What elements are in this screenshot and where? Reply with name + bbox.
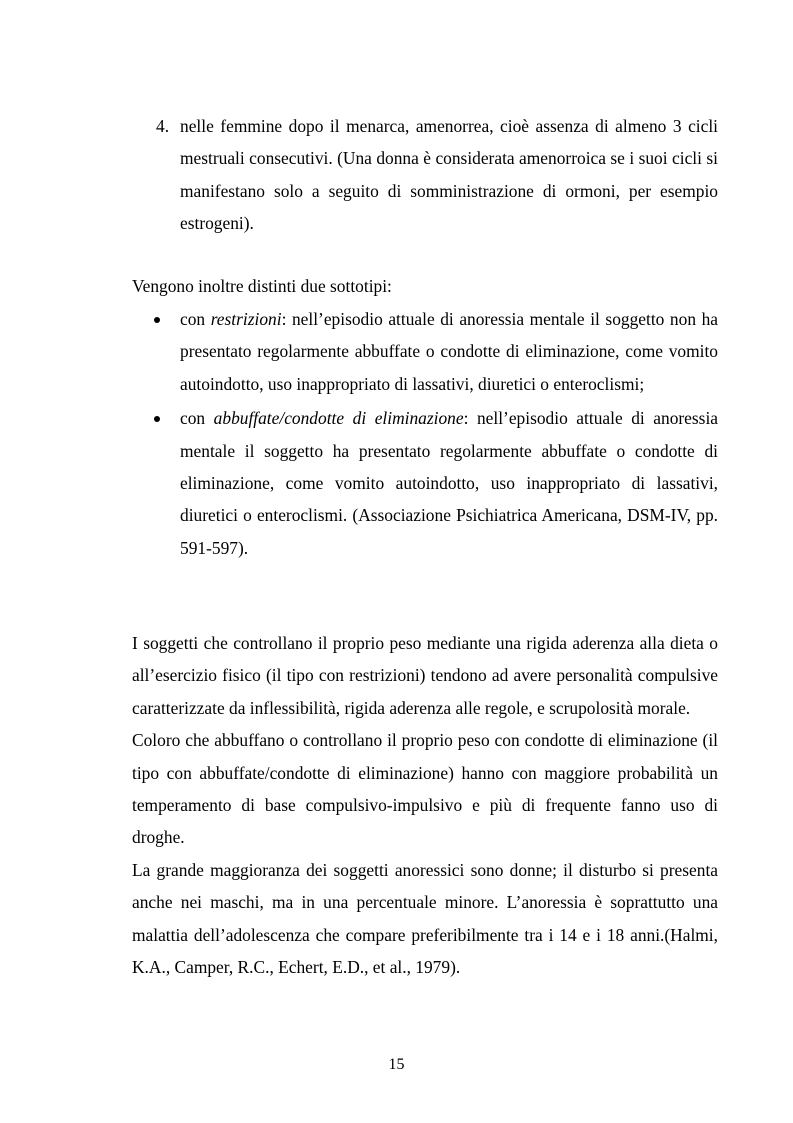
bullet-prefix: con — [180, 309, 211, 329]
bullet-text: : nell’episodio attuale di anoressia mentale il soggetto non ha presentato regolarmente abbuffate o condotte di eliminazione, come vomito autoindotto, uso inappropriato di lassativi, diuretici o enteroclismi; — [180, 309, 718, 394]
paragraph: La grande maggioranza dei soggetti anoressici sono donne; il disturbo si presenta anche nei maschi, ma in una percentuale minore. L’anoressia è soprattutto una malattia dell’adolescenza che compare preferibilmente tra i 14 e i 18 anni.(Halmi, K.A., Camper, R.C., Echert, E.D., et al., 1979). — [132, 859, 718, 978]
bullet-dot-icon — [154, 416, 160, 422]
paragraph: Coloro che abbuffano o controllano il proprio peso con condotte di eliminazione (il tipo con abbuffate/condotte di eliminazione) hanno con maggiore probabilità un temperamento di base compulsivo-impulsivo e più di frequente fanno uso di droghe. — [132, 730, 718, 848]
bullet-list — [132, 303, 718, 566]
bullet-item — [132, 402, 718, 564]
body-paragraphs — [132, 627, 718, 983]
bullet-term: abbuffate/condotte di eliminazione — [213, 408, 464, 429]
bullet-dot-icon — [154, 317, 160, 323]
bullet-prefix: con — [180, 408, 214, 429]
bullet-item — [132, 303, 718, 400]
paragraph: I soggetti che controllano il proprio peso mediante una rigida aderenza alla dieta o all’esercizio fisico (il tipo con restrizioni) tendono ad avere personalità compulsive caratterizzate da inflessibilità, rigida aderenza alle regole, e scrupolosità morale. — [132, 633, 718, 718]
numbered-item — [132, 110, 718, 240]
numbered-item-text: nelle femmine dopo il menarca, amenorrea, cioè assenza di almeno 3 cicli mestruali consecutivi. (Una donna è considerata amenorroica se i suoi cicli si manifestano solo a seguito di somministrazione di ormoni, per esempio estrogeni). — [180, 116, 718, 234]
bullet-term: restrizioni — [210, 309, 282, 329]
page-number: 15 — [388, 1056, 405, 1073]
bullet-text: : nell’episodio attuale di anoressia mentale il soggetto ha presentato regolarmente abbuffate o condotte di eliminazione, come vomito autoindotto, uso inappropriato di lassativi, diuretici o enteroclismi. (Associazione Psichiatrica Americana, DSM-IV, pp. 591-597). — [180, 408, 718, 558]
numbered-list — [132, 110, 718, 240]
list-number: 4. — [156, 116, 170, 136]
subtypes-intro: Vengono inoltre distinti due sottotipi: — [132, 276, 392, 296]
